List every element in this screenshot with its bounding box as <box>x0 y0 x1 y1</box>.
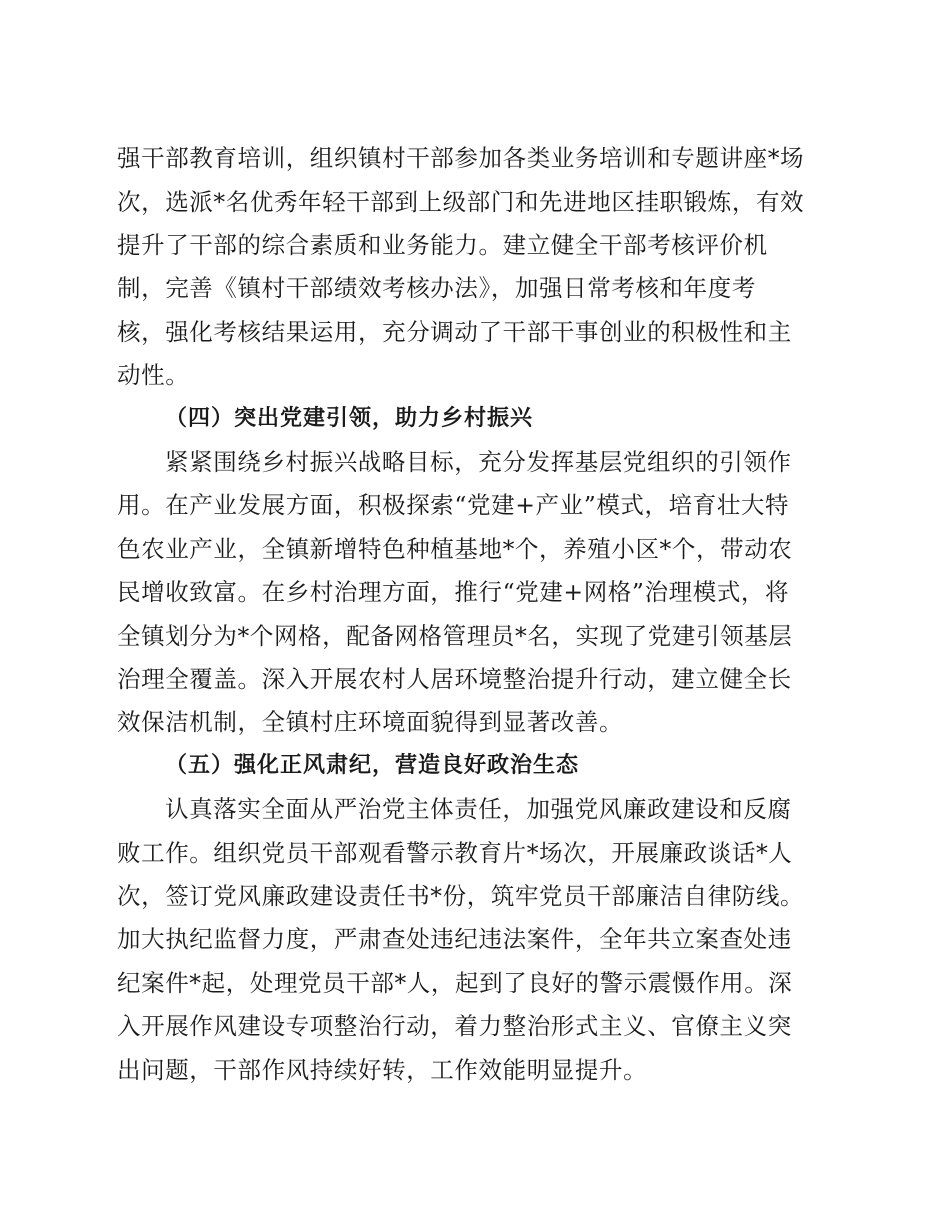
paragraph-2-line-3: 色农业产业，全镇新增特色种植基地*个，养殖小区*个，带动农 <box>117 535 793 563</box>
paragraph-3-line-3: 次，签订党风廉政建设责任书*份，筑牢党员干部廉洁自律防线。 <box>117 882 805 910</box>
section-heading-5: （五）强化正风肃纪，营造良好政治生态 <box>165 753 580 778</box>
paragraph-1-line-1: 强干部教育培训，组织镇村干部参加各类业务培训和专题讲座*场 <box>117 144 805 172</box>
paragraph-2-line-4: 民增收致富。在乡村治理方面，推行“党建+网格”治理模式，将 <box>117 578 790 606</box>
section-heading-4: （四）突出党建引领，助力乡村振兴 <box>165 406 534 431</box>
paragraph-2-line-1: 紧紧围绕乡村振兴战略目标，充分发挥基层党组织的引领作 <box>165 448 792 476</box>
paragraph-1-line-4: 制，完善《镇村干部绩效考核办法》，加强日常考核和年度考 <box>117 274 756 302</box>
paragraph-1-line-2: 次，选派*名优秀年轻干部到上级部门和先进地区挂职锻炼，有效 <box>117 188 805 216</box>
paragraph-3-line-5: 纪案件*起，处理党员干部*人，起到了良好的警示震慑作用。深 <box>117 969 793 997</box>
paragraph-3-line-6: 入开展作风建设专项整治行动，着力整治形式主义、官僚主义突 <box>117 1012 792 1040</box>
paragraph-2-line-6: 治理全覆盖。深入开展农村人居环境整治提升行动，建立健全长 <box>117 665 792 693</box>
paragraph-2-line-2: 用。在产业发展方面，积极探索“党建+产业”模式，培育壮大特 <box>117 491 790 519</box>
paragraph-1-line-5: 核，强化考核结果运用，充分调动了干部干事创业的积极性和主 <box>117 318 792 346</box>
paragraph-2-line-5: 全镇划分为*个网格，配备网格管理员*名，实现了党建引领基层 <box>117 622 793 650</box>
paragraph-3-line-7: 出问题，干部作风持续好转，工作效能明显提升。 <box>117 1056 648 1084</box>
paragraph-3-line-1: 认真落实全面从严治党主体责任，加强党风廉政建设和反腐 <box>165 795 792 823</box>
paragraph-3-line-2: 败工作。组织党员干部观看警示教育片*场次，开展廉政谈话*人 <box>117 839 793 867</box>
paragraph-3-line-4: 加大执纪监督力度，严肃查处违纪违法案件，全年共立案查处违 <box>117 925 792 953</box>
paragraph-1-line-6: 动性。 <box>117 361 190 389</box>
paragraph-1-line-3: 提升了干部的综合素质和业务能力。建立健全干部考核评价机 <box>117 231 768 259</box>
paragraph-2-line-7: 效保洁机制，全镇村庄环境面貌得到显著改善。 <box>117 708 624 736</box>
